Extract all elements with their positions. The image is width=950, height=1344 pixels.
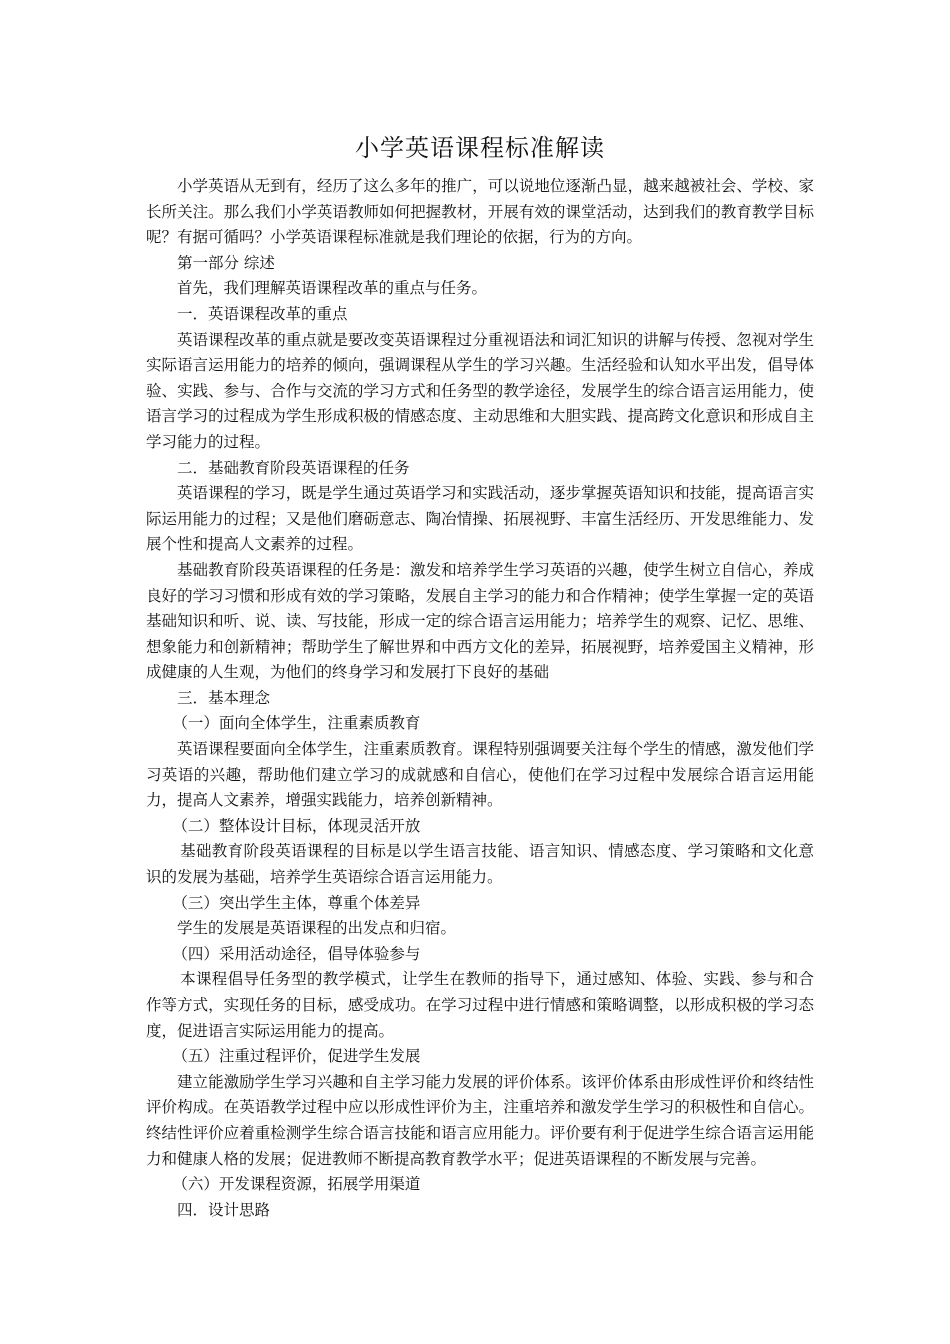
subsection-5-heading: （五）注重过程评价，促进学生发展 [172, 1047, 421, 1066]
document-page [146, 128, 814, 1223]
document-title: 小学英语课程标准解读 [355, 134, 605, 162]
section-1-paragraph: 英语课程改革的重点就是要改变英语课程过分重视语法和词汇知识的讲解与传授、忽视对学生实际语言运用能力的培养的倾向，强调课程从学生的学习兴趣。生活经验和认知水平出发，倡导体验、实践、参与、合作与交流的学习方式和任务型的教学途径，发展学生的综合语言运用能力，使语言学习的过程成为学生形成积极的情感态度、主动思维和大胆实践、提高跨文化意识和形成自主学习能力的过程。 [146, 330, 814, 451]
subsection-6-heading: （六）开发课程资源，拓展学用渠道 [172, 1175, 421, 1194]
section-3-heading: 三．基本理念 [177, 688, 271, 707]
subsection-2-paragraph: 基础教育阶段英语课程的目标是以学生语言技能、语言知识、情感态度、学习策略和文化意识的发展为基础，培养学生英语综合语言运用能力。 [146, 842, 814, 887]
subsection-4-heading: （四）采用活动途径，倡导体验参与 [172, 944, 421, 963]
section-2-paragraph-1: 英语课程的学习，既是学生通过英语学习和实践活动，逐步掌握英语知识和技能，提高语言实际运用能力的过程；又是他们磨砺意志、陶冶情操、拓展视野、丰富生活经历、开发思维能力、发展个性和提高人文素养的过程。 [146, 484, 814, 554]
subsection-5-paragraph: 建立能激励学生学习兴趣和自主学习能力发展的评价体系。该评价体系由形成性评价和终结性评价构成。在英语教学过程中应以形成性评价为主，注重培养和激发学生学习的积极性和自信心。终结性评价应着重检测学生综合语言技能和语言应用能力。评价要有利于促进学生综合语言运用能力和健康人格的发展；促进教师不断提高教育教学水平；促进英语课程的不断发展与完善。 [146, 1072, 814, 1168]
intro-paragraph: 小学英语从无到有，经历了这么多年的推广，可以说地位逐渐凸显，越来越被社会、学校、家长所关注。那么我们小学英语教师如何把握教材，开展有效的课堂活动，达到我们的教育教学目标呢？有据可循吗？小学英语课程标准就是我们理论的依据，行为的方向。 [146, 177, 814, 247]
subsection-2-heading: （二）整体设计目标，体现灵活开放 [172, 816, 421, 835]
subsection-1-paragraph: 英语课程要面向全体学生，注重素质教育。课程特别强调要关注每个学生的情感，激发他们学习英语的兴趣，帮助他们建立学习的成就感和自信心，使他们在学习过程中发展综合语言运用能力，提高人文素养，增强实践能力，培养创新精神。 [146, 740, 814, 810]
part-one-heading: 第一部分 综述 [177, 253, 275, 272]
subsection-4-paragraph: 本课程倡导任务型的教学模式，让学生在教师的指导下，通过感知、体验、实践、参与和合作等方式，实现任务的目标，感受成功。在学习过程中进行情感和策略调整，以形成积极的学习态度，促进语言实际运用能力的提高。 [146, 970, 814, 1040]
intro-sentence: 首先，我们理解英语课程改革的重点与任务。 [177, 279, 488, 298]
subsection-3-paragraph: 学生的发展是英语课程的出发点和归宿。 [177, 919, 457, 938]
section-2-heading: 二．基础教育阶段英语课程的任务 [177, 458, 410, 477]
section-1-heading: 一．英语课程改革的重点 [177, 304, 348, 323]
section-4-heading: 四．设计思路 [177, 1200, 271, 1219]
subsection-3-heading: （三）突出学生主体，尊重个体差异 [172, 893, 421, 912]
section-2-paragraph-2: 基础教育阶段英语课程的任务是：激发和培养学生学习英语的兴趣，使学生树立自信心，养成良好的学习习惯和形成有效的学习策略，发展自主学习的能力和合作精神；使学生掌握一定的英语基础知识和听、说、读、写技能，形成一定的综合语言运用能力；培养学生的观察、记忆、思维、想象能力和创新精神；帮助学生了解世界和中西方文化的差异，拓展视野，培养爱国主义精神，形成健康的人生观，为他们的终身学习和发展打下良好的基础 [146, 560, 814, 682]
subsection-1-heading: （一）面向全体学生，注重素质教育 [172, 714, 421, 733]
